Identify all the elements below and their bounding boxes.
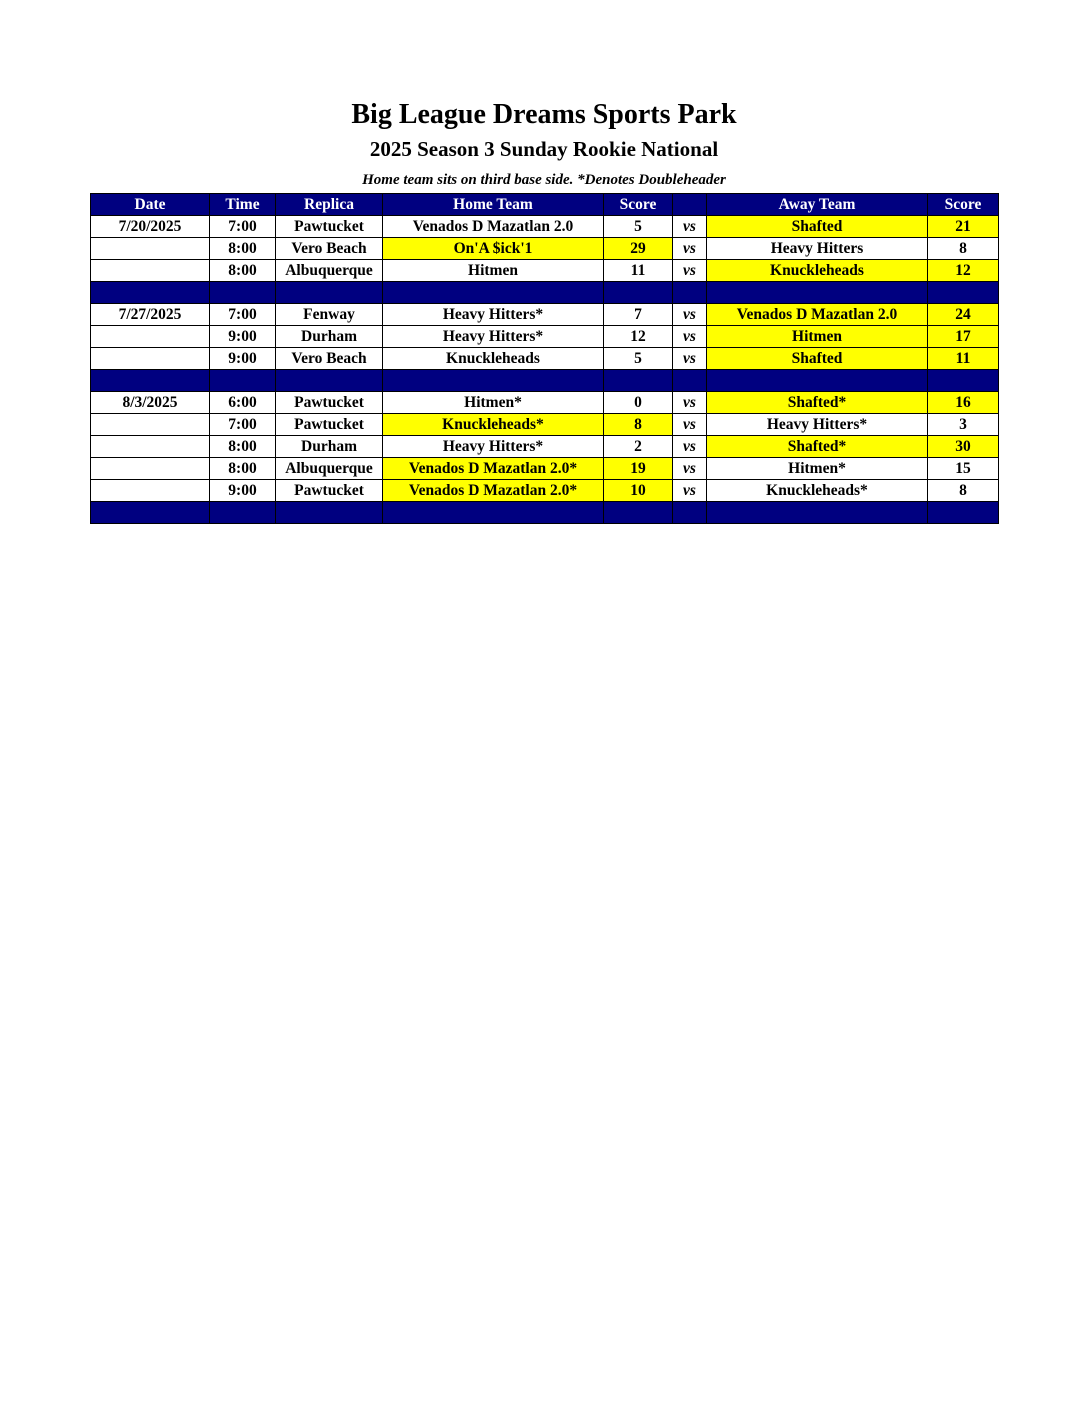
cell-away-score: 3 (928, 414, 999, 436)
cell-vs: vs (673, 348, 707, 370)
cell-date: 8/3/2025 (91, 392, 210, 414)
cell-home-team: Venados D Mazatlan 2.0 (383, 216, 604, 238)
cell-home-score: 5 (604, 348, 673, 370)
table-header-row (91, 194, 999, 216)
header-away-team: Away Team (707, 194, 928, 216)
cell-vs: vs (673, 392, 707, 414)
cell-replica: Albuquerque (276, 458, 383, 480)
cell-vs: vs (673, 414, 707, 436)
table-row (91, 238, 999, 260)
cell-away-team: Hitmen (707, 326, 928, 348)
table-row (91, 436, 999, 458)
cell-home-team: Heavy Hitters* (383, 326, 604, 348)
page-title: Big League Dreams Sports Park (351, 99, 737, 130)
cell-home-score: 8 (604, 414, 673, 436)
separator-cell (928, 370, 999, 392)
cell-home-score: 0 (604, 392, 673, 414)
cell-away-team: Heavy Hitters* (707, 414, 928, 436)
cell-replica: Pawtucket (276, 216, 383, 238)
table-row (91, 216, 999, 238)
cell-date (91, 260, 210, 282)
table-row (91, 304, 999, 326)
cell-home-team: Hitmen (383, 260, 604, 282)
schedule-note: Home team sits on third base side. *Denotes Doubleheader (362, 172, 726, 188)
cell-home-score: 5 (604, 216, 673, 238)
separator-cell (210, 282, 276, 304)
cell-away-score: 24 (928, 304, 999, 326)
cell-home-score: 19 (604, 458, 673, 480)
cell-away-score: 17 (928, 326, 999, 348)
cell-home-team: Hitmen* (383, 392, 604, 414)
cell-vs: vs (673, 216, 707, 238)
cell-vs: vs (673, 436, 707, 458)
cell-time: 7:00 (210, 216, 276, 238)
cell-away-score: 8 (928, 238, 999, 260)
cell-home-score: 10 (604, 480, 673, 502)
separator-cell (707, 370, 928, 392)
separator-cell (276, 282, 383, 304)
cell-home-score: 2 (604, 436, 673, 458)
separator-cell (210, 370, 276, 392)
header-date: Date (91, 194, 210, 216)
cell-time: 9:00 (210, 326, 276, 348)
separator-cell (928, 282, 999, 304)
cell-time: 7:00 (210, 304, 276, 326)
cell-home-score: 12 (604, 326, 673, 348)
cell-time: 8:00 (210, 260, 276, 282)
separator-cell (383, 370, 604, 392)
cell-home-team: Heavy Hitters* (383, 304, 604, 326)
cell-away-score: 8 (928, 480, 999, 502)
header-time: Time (210, 194, 276, 216)
cell-away-score: 11 (928, 348, 999, 370)
cell-time: 8:00 (210, 238, 276, 260)
separator-cell (928, 502, 999, 524)
cell-date (91, 458, 210, 480)
page-subtitle: 2025 Season 3 Sunday Rookie National (369, 137, 719, 161)
cell-replica: Vero Beach (276, 238, 383, 260)
cell-time: 9:00 (210, 348, 276, 370)
cell-away-team: Venados D Mazatlan 2.0 (707, 304, 928, 326)
separator-cell (707, 282, 928, 304)
cell-date (91, 414, 210, 436)
header-vs (673, 194, 707, 216)
cell-date (91, 348, 210, 370)
table-row (91, 392, 999, 414)
table-row (91, 414, 999, 436)
cell-away-score: 15 (928, 458, 999, 480)
separator-cell (707, 502, 928, 524)
cell-replica: Durham (276, 326, 383, 348)
separator-cell (276, 502, 383, 524)
cell-date (91, 326, 210, 348)
cell-away-team: Knuckleheads (707, 260, 928, 282)
cell-time: 7:00 (210, 414, 276, 436)
cell-time: 9:00 (210, 480, 276, 502)
cell-vs: vs (673, 458, 707, 480)
cell-vs: vs (673, 480, 707, 502)
cell-date: 7/20/2025 (91, 216, 210, 238)
separator-row (91, 370, 999, 392)
header-home-score: Score (604, 194, 673, 216)
cell-home-team: Heavy Hitters* (383, 436, 604, 458)
separator-cell (383, 502, 604, 524)
cell-away-team: Knuckleheads* (707, 480, 928, 502)
table-row (91, 260, 999, 282)
schedule-table (90, 193, 999, 524)
cell-away-team: Shafted* (707, 436, 928, 458)
header-away-score: Score (928, 194, 999, 216)
cell-away-team: Heavy Hitters (707, 238, 928, 260)
cell-replica: Pawtucket (276, 480, 383, 502)
cell-home-team: Venados D Mazatlan 2.0* (383, 458, 604, 480)
cell-away-team: Shafted* (707, 392, 928, 414)
cell-replica: Pawtucket (276, 414, 383, 436)
cell-away-score: 16 (928, 392, 999, 414)
cell-date (91, 480, 210, 502)
separator-cell (383, 282, 604, 304)
separator-cell (604, 502, 673, 524)
cell-home-team: Knuckleheads (383, 348, 604, 370)
separator-cell (604, 282, 673, 304)
cell-vs: vs (673, 260, 707, 282)
cell-replica: Vero Beach (276, 348, 383, 370)
cell-time: 8:00 (210, 436, 276, 458)
cell-home-team: Knuckleheads* (383, 414, 604, 436)
schedule-body (91, 216, 999, 524)
cell-date (91, 436, 210, 458)
separator-cell (673, 502, 707, 524)
separator-cell (91, 370, 210, 392)
cell-away-score: 12 (928, 260, 999, 282)
cell-time: 8:00 (210, 458, 276, 480)
separator-cell (276, 370, 383, 392)
cell-replica: Albuquerque (276, 260, 383, 282)
cell-home-team: On'A $ick'1 (383, 238, 604, 260)
cell-away-team: Hitmen* (707, 458, 928, 480)
cell-vs: vs (673, 304, 707, 326)
table-row (91, 458, 999, 480)
separator-cell (91, 502, 210, 524)
cell-time: 6:00 (210, 392, 276, 414)
separator-row (91, 282, 999, 304)
cell-away-score: 30 (928, 436, 999, 458)
table-row (91, 480, 999, 502)
cell-away-score: 21 (928, 216, 999, 238)
separator-row (91, 502, 999, 524)
cell-vs: vs (673, 238, 707, 260)
separator-cell (673, 282, 707, 304)
cell-vs: vs (673, 326, 707, 348)
cell-replica: Fenway (276, 304, 383, 326)
cell-home-team: Venados D Mazatlan 2.0* (383, 480, 604, 502)
cell-replica: Durham (276, 436, 383, 458)
header-home-team: Home Team (383, 194, 604, 216)
table-row (91, 326, 999, 348)
cell-home-score: 7 (604, 304, 673, 326)
cell-away-team: Shafted (707, 216, 928, 238)
separator-cell (673, 370, 707, 392)
separator-cell (91, 282, 210, 304)
cell-date (91, 238, 210, 260)
separator-cell (604, 370, 673, 392)
cell-home-score: 11 (604, 260, 673, 282)
header-replica: Replica (276, 194, 383, 216)
separator-cell (210, 502, 276, 524)
cell-home-score: 29 (604, 238, 673, 260)
table-row (91, 348, 999, 370)
cell-away-team: Shafted (707, 348, 928, 370)
cell-date: 7/27/2025 (91, 304, 210, 326)
cell-replica: Pawtucket (276, 392, 383, 414)
